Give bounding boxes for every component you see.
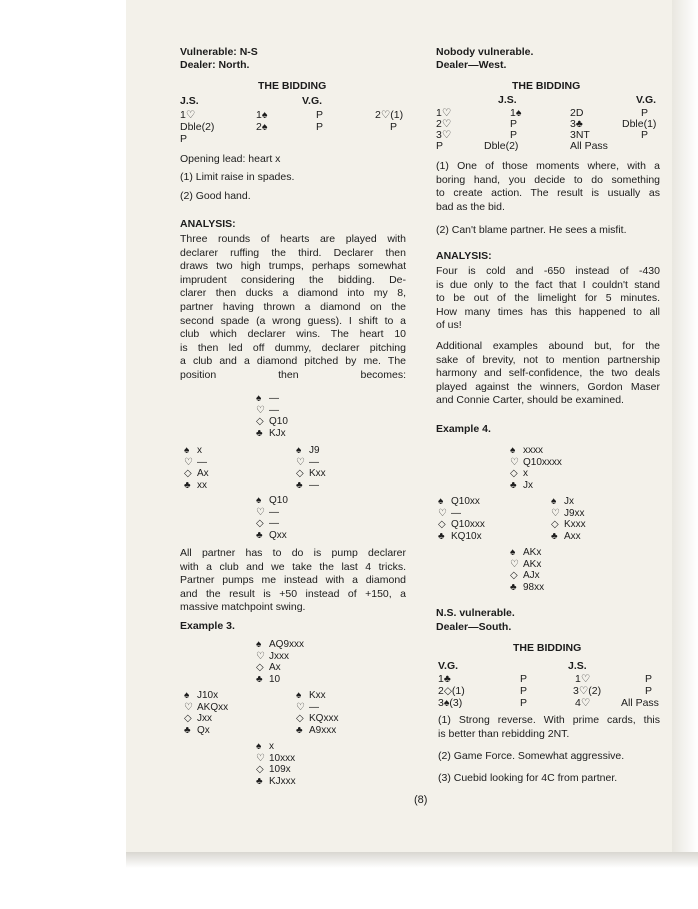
spade-suit-icon: ♠ [510, 547, 516, 558]
club-suit-icon: ♣ [510, 479, 517, 491]
card-holding: — [197, 456, 207, 468]
hand-diamond-row [510, 570, 544, 582]
text-line: is better than rebidding 2NT. [438, 727, 570, 740]
bidding-notes [436, 160, 660, 214]
card-holding: KQ10x [451, 530, 482, 542]
hand-club-row [510, 480, 562, 492]
club-suit-icon: ♣ [256, 529, 263, 541]
card-holding: A9xxx [309, 724, 337, 736]
bid-cell: 1♠ [256, 109, 268, 121]
hand-heart-row [184, 702, 228, 714]
card-holding: Kxx [309, 690, 326, 701]
diamond-suit-icon: ◇ [438, 519, 446, 530]
card-holding: Kxx [309, 468, 326, 479]
hand-diamond-row [510, 468, 562, 480]
heart-suit-icon: ♡ [296, 456, 305, 468]
hand-diamond-row [296, 713, 338, 725]
hand-diamond-row [256, 518, 288, 530]
example-4-title: Example 4. [436, 423, 491, 435]
bid-cell: 3♡ [436, 129, 452, 141]
page-edge-shadow [672, 0, 698, 858]
bid-cell: 3♣ [570, 118, 583, 130]
text-line: imprudent considering the bidding. De- [180, 273, 406, 286]
bid-cell: P [641, 129, 649, 141]
hand-spade-row [256, 495, 288, 507]
hand-spade-row [184, 445, 209, 457]
hand-north [256, 639, 304, 685]
card-holding: AJx [523, 570, 540, 581]
card-holding: 98xx [523, 581, 545, 593]
bidding-col-js: J.S. [568, 660, 587, 672]
diamond-suit-icon: ◇ [510, 570, 518, 581]
analysis-heading: ANALYSIS: [180, 218, 236, 230]
hand-diamond-row [184, 713, 228, 725]
card-holding: — [269, 518, 279, 529]
card-holding: Qx [197, 724, 210, 736]
hand-club-row [184, 725, 228, 737]
diamond-suit-icon: ◇ [256, 764, 264, 775]
bid-cell: 1♡ [180, 109, 196, 121]
hand-south [256, 741, 296, 787]
heart-suit-icon: ♡ [184, 456, 193, 468]
club-suit-icon: ♣ [184, 724, 191, 736]
vulnerability-header: N.S. vulnerable. [436, 607, 515, 619]
text-line: played against the winners, Gordon Maser [436, 380, 660, 393]
hand-diamond-row [551, 519, 586, 531]
text-line: All partner has to do is pump declarer [180, 547, 406, 559]
bid-cell: P [520, 673, 528, 685]
card-holding: xxxx [523, 445, 543, 456]
bid-cell: P [510, 118, 518, 130]
heart-suit-icon: ♡ [256, 650, 265, 662]
hand-club-row [296, 480, 326, 492]
card-holding: AQ9xxx [269, 639, 305, 650]
card-holding: — [309, 479, 319, 491]
bidding-col-vg: V.G. [636, 94, 657, 106]
bidding-title: THE BIDDING [512, 80, 581, 92]
card-holding: Q10xxx [451, 519, 485, 530]
bid-cell: 1♡ [575, 673, 591, 685]
card-holding: J10x [197, 690, 219, 701]
card-holding: Q10 [269, 416, 288, 427]
spade-suit-icon: ♠ [184, 690, 190, 701]
heart-suit-icon: ♡ [438, 507, 447, 519]
heart-suit-icon: ♡ [184, 701, 193, 713]
hand-heart-row [296, 457, 326, 469]
card-holding: — [451, 507, 461, 519]
spade-suit-icon: ♠ [296, 690, 302, 701]
card-holding: 10xxx [269, 752, 296, 764]
card-holding: KQxxx [309, 713, 339, 724]
bid-cell: 2◇(1) [438, 685, 465, 697]
spade-suit-icon: ♠ [256, 639, 262, 650]
bid-cell: P [390, 121, 398, 133]
text-line: of us! [436, 319, 462, 332]
bid-cell: 1♣ [438, 673, 451, 685]
card-holding: J9xx [564, 507, 585, 519]
analysis-heading: ANALYSIS: [436, 250, 492, 262]
analysis-text [180, 233, 406, 383]
hand-south [256, 495, 288, 541]
hand-diamond-row [256, 764, 296, 776]
card-holding: Kxxx [564, 519, 586, 530]
bid-cell: P [641, 107, 649, 119]
card-holding: Jx [564, 496, 574, 507]
card-holding: — [309, 456, 319, 468]
text-line: to be out of the limelight for 5 minutes. [436, 292, 660, 305]
bid-cell: 4♡ [575, 697, 591, 709]
hand-diamond-row [438, 519, 485, 531]
hand-heart-row [438, 508, 485, 520]
card-holding: KJx [269, 427, 286, 439]
card-holding: x [197, 445, 202, 456]
text-line: Additional examples abound but, for the [436, 340, 660, 352]
club-suit-icon: ♣ [256, 673, 263, 685]
bid-cell: 3NT [570, 129, 590, 141]
hand-west [184, 445, 209, 491]
bid-cell: P [510, 129, 518, 141]
text-line: and Connie Carter, should be examined. [436, 394, 624, 407]
card-holding: Jxx [197, 713, 212, 724]
card-holding: AKQxx [197, 701, 229, 713]
club-suit-icon: ♣ [438, 530, 445, 542]
bid-cell: 3♠(3) [438, 697, 463, 709]
bid-cell: 2♠ [256, 121, 268, 133]
bidding-col-js: J.S. [498, 94, 517, 106]
bidding-col-vg: V.G. [302, 95, 323, 107]
card-holding: — [269, 393, 279, 404]
text-line: clarer then ducks a diamond into my 8, [180, 287, 406, 300]
card-holding: Qxx [269, 529, 287, 541]
hand-heart-row [296, 702, 338, 714]
hand-club-row [184, 480, 209, 492]
dealer-header: Dealer: North. [180, 59, 250, 71]
hand-heart-row [510, 559, 544, 571]
bid-cell: P [520, 697, 528, 709]
hand-heart-row [256, 405, 288, 417]
card-holding: — [309, 701, 319, 713]
text-line: bad as the bid. [436, 200, 505, 213]
diamond-suit-icon: ◇ [184, 468, 192, 479]
club-suit-icon: ♣ [256, 775, 263, 787]
text-line: (1) Strong reverse. With prime cards, this [438, 714, 660, 726]
bid-cell: P [316, 109, 324, 121]
hand-heart-row [551, 508, 586, 520]
spade-suit-icon: ♠ [510, 445, 516, 456]
bid-cell: Dble(1) [622, 118, 657, 130]
card-holding: 10 [269, 673, 281, 685]
hand-spade-row [256, 393, 288, 405]
card-holding: KJxxx [269, 775, 296, 787]
opening-lead: Opening lead: heart x [180, 153, 281, 165]
text-line: massive matchpoint swing. [180, 601, 306, 614]
bid-cell: 2♡(1) [375, 109, 404, 121]
hand-west [438, 496, 485, 542]
text-line: to create action. The result is usually as [436, 187, 660, 200]
text-line: a club and a diamond pitched by me. The [180, 355, 406, 368]
hand-spade-row [438, 496, 485, 508]
page-number: (8) [414, 794, 428, 806]
hand-east [296, 445, 326, 491]
card-holding: Axx [564, 530, 581, 542]
hand-spade-row [510, 547, 544, 559]
card-holding: Jx [523, 479, 533, 491]
bidding-note: (2) Good hand. [180, 190, 251, 202]
bidding-note: (2) Game Force. Somewhat aggressive. [438, 750, 625, 762]
heart-suit-icon: ♡ [256, 506, 265, 518]
club-suit-icon: ♣ [296, 724, 303, 736]
bid-cell: P [436, 140, 444, 152]
bidding-notes [438, 714, 660, 741]
text-line: partner having thrown a diamond on the [180, 300, 406, 313]
hand-spade-row [296, 690, 338, 702]
text-line: draws two high trumps, perhaps somewhat [180, 260, 406, 273]
hand-south [510, 547, 544, 593]
text-line: is due only to the fact that I couldn't stand [436, 278, 660, 291]
diamond-suit-icon: ◇ [510, 468, 518, 479]
bid-cell: All Pass [570, 140, 608, 152]
card-holding: — [269, 404, 279, 416]
bid-cell: 3♡(2) [573, 685, 602, 697]
text-line: with a club and we take the last 4 tricks. [180, 560, 406, 573]
text-line: Partner pumps me instead with a diamond [180, 574, 406, 587]
hand-north [256, 393, 288, 439]
text-line: is then led off dummy, declarer pitching [180, 341, 406, 354]
bid-cell: All Pass [621, 697, 659, 709]
diamond-suit-icon: ◇ [256, 416, 264, 427]
hand-club-row [256, 530, 288, 542]
hand-spade-row [184, 690, 228, 702]
heart-suit-icon: ♡ [551, 507, 560, 519]
text-line: boring hand, you decide to do something [436, 173, 660, 186]
text-line: harmony and self-confidence, the two deals [436, 367, 660, 380]
bidding-title: THE BIDDING [258, 80, 327, 92]
vulnerability-header: Nobody vulnerable. [436, 46, 534, 58]
bid-cell: P [645, 685, 653, 697]
spade-suit-icon: ♠ [551, 496, 557, 507]
diamond-suit-icon: ◇ [551, 519, 559, 530]
bid-cell: P [180, 133, 188, 145]
hand-heart-row [256, 507, 288, 519]
hand-club-row [510, 582, 544, 594]
diamond-suit-icon: ◇ [296, 713, 304, 724]
bidding-note: (1) Limit raise in spades. [180, 171, 295, 183]
bidding-note: (3) Cuebid looking for 4C from partner. [438, 772, 618, 784]
hand-club-row [256, 428, 288, 440]
card-holding: AKx [523, 547, 542, 558]
hand-club-row [296, 725, 338, 737]
hand-spade-row [256, 639, 304, 651]
card-holding: x [523, 468, 528, 479]
hand-heart-row [184, 457, 209, 469]
card-holding: Q10xxxx [523, 456, 562, 468]
spade-suit-icon: ♠ [256, 741, 262, 752]
card-holding: xx [197, 479, 207, 491]
diamond-suit-icon: ◇ [256, 518, 264, 529]
spade-suit-icon: ♠ [184, 445, 190, 456]
hand-spade-row [510, 445, 562, 457]
bidding-col-js: J.S. [180, 95, 199, 107]
text-line: How many times has this happened to all [436, 305, 660, 318]
card-holding: Ax [269, 662, 281, 673]
spade-suit-icon: ♠ [256, 393, 262, 404]
diamond-suit-icon: ◇ [184, 713, 192, 724]
club-suit-icon: ♣ [256, 427, 263, 439]
vulnerability-header: Vulnerable: N-S [180, 46, 258, 58]
text-line: club which declarer wins. The heart 10 [180, 328, 406, 341]
bid-cell: Dble(2) [484, 140, 519, 152]
bidding-note: (2) Can't blame partner. He sees a misfit. [436, 224, 627, 236]
text-line: and the result is +50 instead of +150, a [180, 587, 406, 600]
heart-suit-icon: ♡ [510, 456, 519, 468]
bid-cell: 2♡ [436, 118, 452, 130]
hand-east [551, 496, 586, 542]
hand-east [296, 690, 338, 736]
card-holding: J9 [309, 445, 320, 456]
bidding-col-vg: V.G. [438, 660, 459, 672]
hand-diamond-row [184, 468, 209, 480]
hand-diamond-row [256, 416, 288, 428]
text-line: declarer ruffing the third. Declarer then [180, 246, 406, 259]
spade-suit-icon: ♠ [296, 445, 302, 456]
card-holding: 109x [269, 764, 291, 775]
hand-club-row [256, 674, 304, 686]
spade-suit-icon: ♠ [438, 496, 444, 507]
hand-heart-row [510, 457, 562, 469]
bid-cell: P [645, 673, 653, 685]
bid-cell: 1♠ [510, 107, 522, 119]
bid-cell: 2D [570, 107, 584, 119]
hand-spade-row [296, 445, 326, 457]
diamond-suit-icon: ◇ [256, 662, 264, 673]
dealer-header: Dealer—West. [436, 59, 507, 71]
card-holding: x [269, 741, 274, 752]
text-line: position then becomes: [180, 368, 406, 381]
hand-club-row [551, 531, 586, 543]
spade-suit-icon: ♠ [256, 495, 262, 506]
hand-spade-row [256, 741, 296, 753]
hand-heart-row [256, 753, 296, 765]
page-bottom-shadow [126, 852, 698, 868]
club-suit-icon: ♣ [184, 479, 191, 491]
diamond-suit-icon: ◇ [296, 468, 304, 479]
bid-cell: P [316, 121, 324, 133]
text-line: second spade (a wrong guess). I shift to a [180, 314, 406, 327]
hand-west [184, 690, 228, 736]
hand-spade-row [551, 496, 586, 508]
analysis-text [436, 265, 660, 333]
heart-suit-icon: ♡ [256, 752, 265, 764]
dealer-header: Dealer—South. [436, 621, 512, 633]
card-holding: Q10xx [451, 496, 480, 507]
hand-north [510, 445, 562, 491]
club-suit-icon: ♣ [551, 530, 558, 542]
club-suit-icon: ♣ [510, 581, 517, 593]
card-holding: — [269, 506, 279, 518]
example-3-title: Example 3. [180, 620, 235, 632]
card-holding: AKx [523, 558, 542, 570]
bidding-title: THE BIDDING [513, 642, 582, 654]
text-line: (1) One of those moments where, with a [436, 160, 660, 172]
bid-cell: Dble(2) [180, 121, 215, 133]
bid-cell: 1♡ [436, 107, 452, 119]
hand-heart-row [256, 651, 304, 663]
hand-club-row [256, 776, 296, 788]
additional-text [436, 340, 660, 408]
text-line: Three rounds of hearts are played with [180, 233, 406, 245]
heart-suit-icon: ♡ [256, 404, 265, 416]
bid-cell: P [520, 685, 528, 697]
club-suit-icon: ♣ [296, 479, 303, 491]
card-holding: Jxxx [269, 650, 289, 662]
card-holding: Q10 [269, 495, 288, 506]
text-line: Four is cold and -650 instead of -430 [436, 265, 660, 277]
hand-diamond-row [256, 662, 304, 674]
result-text [180, 547, 406, 615]
hand-club-row [438, 531, 485, 543]
card-holding: Ax [197, 468, 209, 479]
text-line: sake of brevity, not to mention partnership [436, 353, 660, 366]
heart-suit-icon: ♡ [510, 558, 519, 570]
heart-suit-icon: ♡ [296, 701, 305, 713]
hand-diamond-row [296, 468, 326, 480]
